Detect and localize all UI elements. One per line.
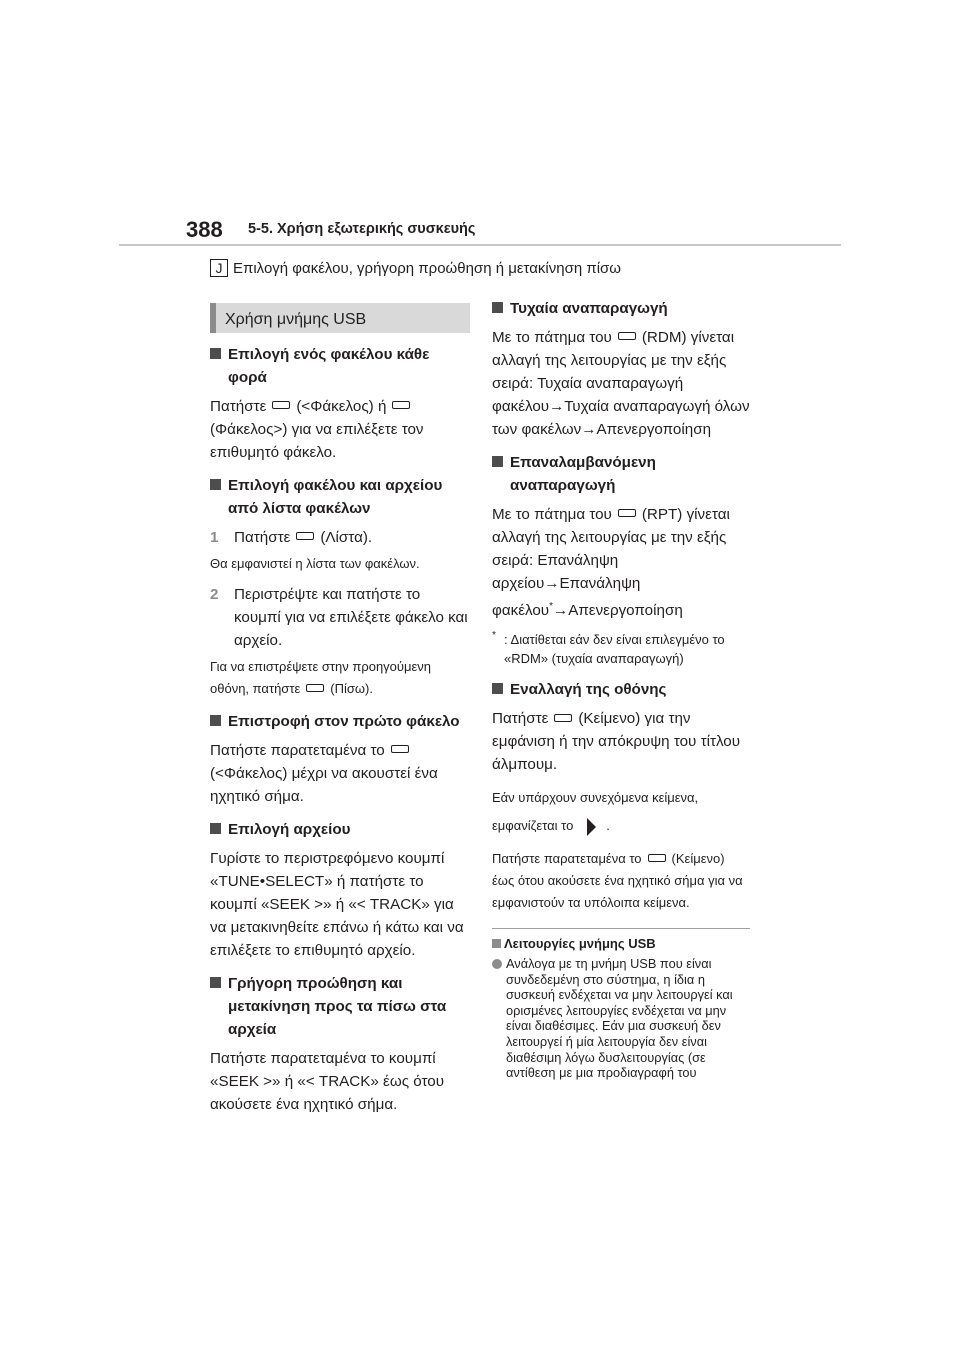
text: Πατήστε: [210, 398, 267, 415]
text: (RDM) γίνεται αλλαγή της λειτουργίας με την εξής σειρά: Τυχαία αναπαραγωγή φακέλου: [492, 329, 735, 415]
heading-fast-forward: [210, 972, 470, 1041]
arrow-icon: →: [549, 398, 565, 415]
heading-text: Τυχαία αναπαραγωγή: [510, 300, 668, 317]
heading-first-folder: [210, 710, 470, 733]
text: Πατήστε: [234, 529, 291, 546]
left-column: [210, 303, 470, 1124]
subheading-text: Λειτουργίες μνήμης USB: [504, 936, 656, 952]
square-bullet-icon: [210, 977, 221, 988]
usb-section-header: [210, 303, 470, 333]
paragraph-select-file: Γυρίστε το περιστρεφόμενο κουμπί «TUNE•SELECT» ή πατήστε το κουμπί «SEEK >» ή «< TRACK» για να μετακινηθείτε επάνω ή κάτω και να επιλέξετε το επιθυμητό αρχείο.: [210, 850, 464, 959]
heading-text: Επιστροφή στον πρώτο φάκελο: [228, 713, 460, 730]
bullet-usb-note: [492, 956, 750, 1081]
section-title: 5-5. Χρήση εξωτερικής συσκευής: [248, 221, 476, 237]
step-number: 1: [210, 529, 219, 546]
callout-description: Επιλογή φακέλου, γρήγορη προώθηση ή μετακίνηση πίσω: [233, 260, 622, 277]
small-square-bullet-icon: [492, 939, 501, 948]
heading-switch-screen: [492, 678, 750, 701]
text: Περιστρέψτε και πατήστε το κουμπί για να επιλέξετε φάκελο και αρχείο.: [234, 586, 468, 649]
screen-button-icon: [618, 509, 636, 517]
text: Πατήστε: [492, 710, 549, 728]
footnote-mark: *: [549, 601, 554, 612]
paragraph-fast-forward: Πατήστε παρατεταμένα το κουμπί «SEEK >» ή «< TRACK» έως ότου ακούσετε ένα ηχητικό σήμα.: [210, 1050, 444, 1113]
square-bullet-icon: [492, 302, 503, 313]
screen-button-icon: [618, 332, 636, 340]
screen-button-icon: [306, 684, 324, 692]
heading-select-file: [210, 818, 470, 841]
heading-folder-list: [210, 474, 470, 520]
heading-text: Εναλλαγή της οθόνης: [510, 681, 667, 699]
text: (Φάκελος>) για να επιλέξετε τον επιθυμητό φάκελο.: [210, 421, 424, 461]
text: (Κείμενο) έως ότου ακούσετε ένα ηχητικό σήμα για να εμφανιστούν τα υπόλοιπα κείμενα.: [492, 851, 743, 911]
step-number: 2: [210, 586, 219, 603]
text: Τυχαία αναπαραγωγή όλων των φακέλων: [492, 398, 750, 438]
step-2: [210, 583, 470, 652]
subheading-usb-functions: [492, 935, 750, 953]
text: (Λίστα).: [320, 529, 373, 546]
bullet-text: Ανάλογα με τη μνήμη USB που είναι συνδεδεμένη στο σύστημα, η ίδια η συσκευή ενδέχεται να μην λειτουργεί και ορισμένες λειτουργίες ενδέχεται να μην είναι διαθέσιμες. Εάν μια συσκευή δεν λειτουργεί ή μία λειτουργία δεν είναι διαθέσιμη λόγω δυσλειτουργίας (σε αντίθεση με μια προδιαγραφή του: [506, 956, 733, 1081]
arrow-icon: →: [544, 575, 560, 592]
arrow-icon: →: [553, 602, 569, 620]
footnote-mark: *: [492, 630, 496, 642]
circle-bullet-icon: [492, 959, 502, 969]
text: (Κείμενο) για την εμφάνιση ή την απόκρυψη του τίτλου άλμπουμ.: [492, 710, 741, 774]
text: Για να επιστρέψετε στην προηγούμενη οθόνη, πατήστε: [210, 659, 432, 696]
heading-text: Επιλογή αρχείου: [228, 821, 351, 838]
screen-button-icon: [648, 854, 666, 862]
text: (RPT) γίνεται αλλαγή της λειτουργίας με την εξής σειρά: Επανάληψη αρχείου: [492, 506, 730, 592]
square-bullet-icon: [492, 456, 503, 467]
text: Απενεργοποίηση: [568, 602, 683, 620]
heading-text: Γρήγορη προώθηση και μετακίνηση προς τα πίσω στα αρχεία: [228, 975, 447, 1038]
heading-random-playback: [492, 297, 750, 320]
right-column: [492, 297, 750, 1081]
notes-divider: [492, 928, 750, 929]
text: Με το πάτημα του: [492, 329, 612, 346]
paragraph-first-folder: [210, 739, 470, 808]
square-bullet-icon: [210, 348, 221, 359]
text: Πατήστε παρατεταμένα το: [210, 742, 385, 759]
step-1: [210, 526, 470, 549]
text: Απενεργοποίηση: [596, 421, 712, 438]
play-arrow-icon: [587, 818, 596, 836]
paragraph-repeat-playback: [492, 503, 750, 622]
text: Με το πάτημα του: [492, 506, 612, 523]
page-number: 388: [186, 217, 223, 242]
square-bullet-icon: [492, 683, 503, 694]
screen-button-icon: [554, 714, 572, 722]
text: Εάν υπάρχουν συνεχόμενα κείμενα, εμφανίζεται το: [492, 790, 699, 834]
header-divider: [119, 244, 841, 246]
footnote: [492, 630, 750, 668]
usb-section-title: Χρήση μνήμης USB: [225, 311, 367, 328]
footnote-text: : Διατίθεται εάν δεν είναι επιλεγμένο το «RDM» (τυχαία αναπαραγωγή): [504, 632, 725, 667]
text: (<Φάκελος) ή: [296, 398, 387, 415]
arrow-icon: →: [581, 421, 597, 438]
paragraph-select-folder: [210, 395, 470, 464]
heading-text: Επιλογή ενός φακέλου κάθε φορά: [228, 346, 430, 386]
square-bullet-icon: [210, 715, 221, 726]
step-1-note: Θα εμφανιστεί η λίστα των φακέλων.: [210, 556, 420, 571]
square-bullet-icon: [210, 479, 221, 490]
text: Πατήστε παρατεταμένα το: [492, 851, 642, 867]
screen-button-icon: [296, 532, 314, 540]
heading-select-folder: [210, 343, 470, 389]
screen-button-icon: [391, 745, 409, 753]
heading-repeat-playback: [492, 451, 750, 497]
callout-letter-box: J: [210, 259, 228, 277]
heading-text: Επιλογή φακέλου και αρχείου από λίστα φακέλων: [228, 477, 443, 517]
paragraph-random-playback: [492, 326, 750, 441]
heading-text: Επαναλαμβανόμενη αναπαραγωγή: [510, 454, 656, 494]
text: Επανάληψη φακέλου: [492, 575, 641, 620]
text: (Πίσω).: [330, 681, 373, 696]
text: (<Φάκελος) μέχρι να ακουστεί ένα ηχητικό σήμα.: [210, 765, 438, 805]
back-note: [210, 656, 470, 700]
screen-button-icon: [392, 401, 410, 409]
paragraph-switch-screen: [492, 707, 750, 776]
text: .: [606, 818, 610, 834]
square-bullet-icon: [210, 823, 221, 834]
screen-button-icon: [272, 401, 290, 409]
hold-text-note: [492, 848, 750, 914]
continued-text-note: [492, 784, 750, 840]
